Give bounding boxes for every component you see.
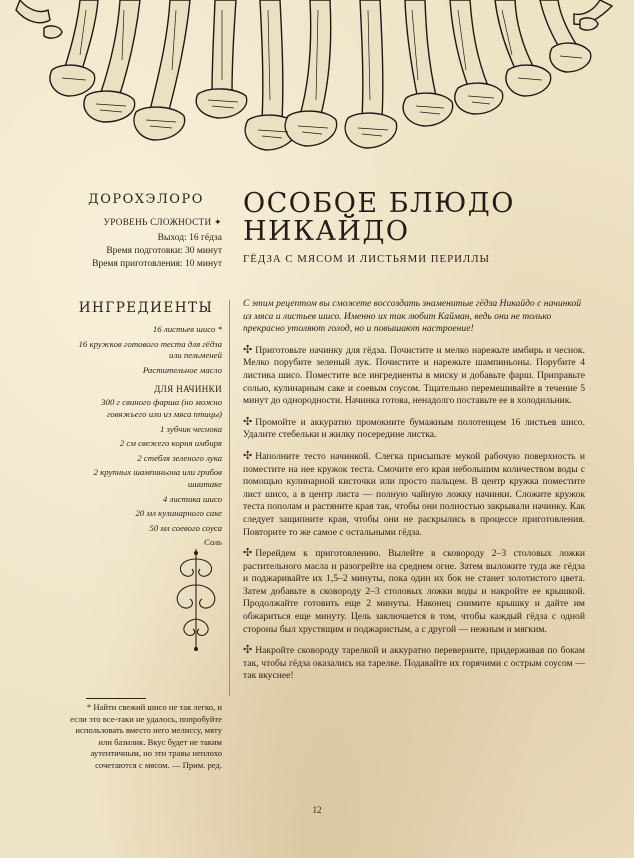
- ornament-flourish: [168, 545, 224, 655]
- ingredient-item: 2 см свежего корня имбиря: [119, 438, 222, 449]
- meta-heading: ДОРОХЭЛОРО: [88, 192, 204, 207]
- step-text: Приготовьте начинку для гёдза. Почистите и мелко нарежьте имбирь и чеснок. Мелко порубите зеленый лук. Почистите и нарежьте шампиньоны. Порубите 4 листика шисо. Поместите все ингредиенты в миску и добавьте фарш. Приправьте солью, кулинарным саке и соевым соусом. Тщательно перемешивайте в течение 5 минут до однородности. Начинка готова, ненадолго поставьте ее в холодильник.: [243, 344, 585, 407]
- ingredient-item: Растительное масло: [142, 364, 222, 375]
- cook-time: Время приготовления: 10 минут: [92, 259, 222, 269]
- step-item: [243, 644, 585, 683]
- mushroom-illustration: [0, 0, 634, 182]
- intro-text: С этим рецептом вы сможете воссоздать знаменитые гёдза Никайдо с начинкой из мяса и листьев шисо. Именно их так любит Кайман, ведь они не только прекрасно утоляют голод, но и повышают настроение!: [243, 298, 582, 335]
- ingredients-heading: ИНГРЕДИЕНТЫ: [78, 300, 214, 316]
- ingredient-item: 16 листьев шисо *: [152, 324, 222, 334]
- ingredient-item: 20 мл кулинарного саке: [135, 508, 222, 519]
- step-bullet-icon: ✣: [243, 415, 253, 428]
- recipe-title: [243, 190, 603, 246]
- difficulty-label: УРОВЕНЬ СЛОЖНОСТИ ✦: [103, 217, 222, 227]
- filling-heading: ДЛЯ НАЧИНКИ: [154, 384, 222, 395]
- ingredient-item: 4 листика шисо: [162, 493, 222, 504]
- step-bullet-icon: ✣: [243, 644, 253, 657]
- ingredient-item: 1 зубчик чеснока: [159, 423, 222, 434]
- step-item: [243, 547, 585, 636]
- recipe-meta: [70, 192, 222, 271]
- step-text: Накройте сковороду тарелкой и аккуратно переверните, придерживая по бокам так, чтобы гёдза оказались на тарелке. Подавайте их горячими с острым соусом — так вкуснее!: [243, 645, 585, 682]
- ingredient-item: 2 крупных шампиньона или грибов шиитаке: [93, 467, 222, 489]
- step-item: [243, 344, 585, 408]
- recipe-subtitle: ГЁДЗА С МЯСОМ И ЛИСТЬЯМИ ПЕРИЛЛЫ: [243, 253, 490, 265]
- ingredient-item: 50 мл соевого соуса: [149, 522, 222, 533]
- ingredient-item: Соль: [204, 537, 222, 548]
- yield: Выход: 16 гёдза: [157, 233, 222, 243]
- step-text: Наполните тесто начинкой. Слегка присыпьте мукой рабочую поверхность и поместите на нее кружок теста. Смочите его края небольшим количеством воды с помощью кулинарной кисточки или просто пальцем. В центр кружка поместите лист шисо, а в центр листа — полную чайную ложку начинки. Сложите кружок теста пополам и растяните края так, чтобы они полностью закрывали начинку. Как следует защипните края, чтобы они не раскрылись в процессе приготовления. Повторите то же самое с остальными гёдза.: [243, 450, 585, 538]
- title-line-2: НИКАЙДО: [243, 216, 410, 247]
- step-bullet-icon: ✣: [243, 343, 253, 356]
- footnote: * Найти свежий шисо не так легко, и если это все-таки не удалось, попробуйте использовать вместо него мелиссу, мяту или базилик. Вкус будет не таким аутентичным, но эти травы неплохо сочетаются с мясом. — Прим. ред.: [70, 702, 222, 770]
- step-text: Перейдем к приготовлению. Вылейте в сковороду 2–3 столовых ложки растительного масла и разогрейте на среднем огне. Затем выложите туда же гёдза и поджаривайте их 1,5–2 минуты, пока один их бок не станет золотистого цвета. Затем добавьте в сковороду 2–3 столовых ложки воды и накройте ее крышкой. Продолжайте готовить еще 2 минуты. Наконец снимите крышку и дайте им обжариться еще минуту. Цель заключается в том, чтобы каждый гёдза с одной стороны был хрустящим и поджаристым, а с другой — нежным и мягким.: [243, 548, 585, 635]
- ingredient-item: 300 г свиного фарша (но можно говяжьего или из мяса птицы): [101, 397, 222, 419]
- prep-time: Время подготовки: 30 минут: [106, 246, 222, 256]
- footnote-rule: [86, 698, 146, 699]
- step-text: Промойте и аккуратно промокните бумажным полотенцем 16 листьев шисо. Удалите стебельки и жилку посередине листка.: [243, 416, 585, 441]
- step-bullet-icon: ✣: [243, 547, 253, 560]
- title-line-1: ОСОБОЕ БЛЮДО: [243, 188, 515, 219]
- step-bullet-icon: ✣: [243, 449, 253, 462]
- ingredient-item: 16 кружков готового теста для гёдза или пельменей: [78, 338, 222, 361]
- column-divider: [229, 300, 230, 696]
- step-item: [243, 416, 585, 442]
- ingredient-item: 2 стебля зеленого лука: [137, 452, 222, 463]
- step-item: [243, 450, 585, 539]
- recipe-body: [243, 298, 585, 691]
- page-number: 12: [312, 805, 322, 815]
- ingredients-list: [70, 300, 222, 552]
